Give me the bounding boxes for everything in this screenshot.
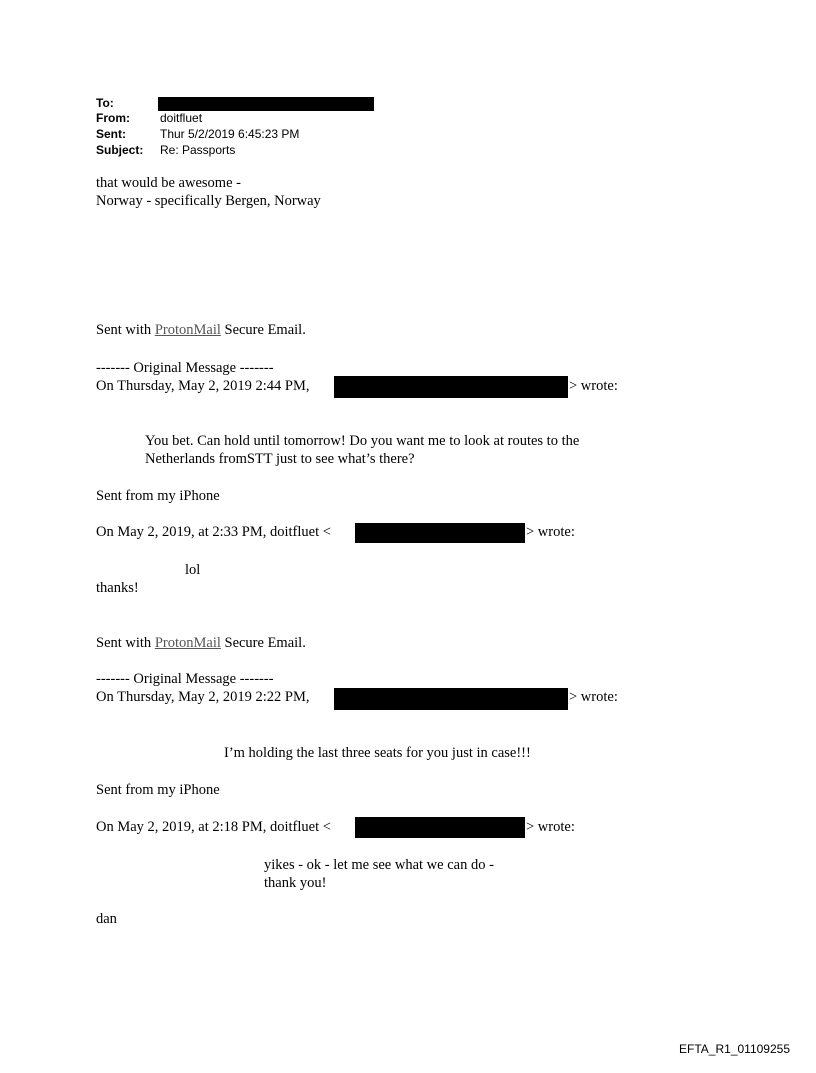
protonmail-link[interactable]: ProtonMail — [154, 322, 221, 338]
quote-on-line-2: On May 2, 2019, at 2:18 PM, doitfluet < — [96, 819, 331, 835]
body-line-2: Norway - specifically Bergen, Norway — [96, 193, 321, 209]
sig-suffix: Secure Email. — [220, 322, 306, 338]
sent-value: Thur 5/2/2019 6:45:23 PM — [160, 127, 300, 141]
sig-suffix: Secure Email. — [220, 635, 306, 651]
yikes-line-1: yikes - ok - let me see what we can do - — [264, 857, 494, 873]
original-wrote-1: > wrote: — [569, 378, 618, 394]
original-message-marker-1: ------- Original Message ------- — [96, 360, 274, 376]
original-wrote-2: > wrote: — [569, 689, 618, 705]
quote-wrote-1: > wrote: — [526, 524, 575, 540]
signature-protonmail-2 — [96, 634, 306, 652]
redacted-email-2 — [355, 817, 525, 838]
reply1-line-2: Netherlands fromSTT just to see what’s there? — [145, 451, 415, 467]
from-label: From: — [96, 111, 130, 125]
signoff-dan: dan — [96, 911, 117, 927]
original-on-line-2: On Thursday, May 2, 2019 2:22 PM, — [96, 689, 310, 705]
redacted-recipient — [158, 97, 374, 111]
reply1-line-1: You bet. Can hold until tomorrow! Do you want me to look at routes to the — [145, 433, 580, 449]
yikes-line-2: thank you! — [264, 875, 327, 891]
sig-prefix: Sent with — [96, 635, 155, 651]
redacted-sender-2 — [334, 688, 568, 710]
quote-on-line-1: On May 2, 2019, at 2:33 PM, doitfluet < — [96, 524, 331, 540]
sig-prefix: Sent with — [96, 322, 155, 338]
redacted-email-1 — [355, 523, 525, 543]
body-line-1: that would be awesome - — [96, 175, 241, 191]
sent-from-iphone-2: Sent from my iPhone — [96, 782, 220, 798]
sent-from-iphone-1: Sent from my iPhone — [96, 488, 220, 504]
original-on-line-1: On Thursday, May 2, 2019 2:44 PM, — [96, 378, 310, 394]
signature-protonmail-1 — [96, 321, 306, 339]
lol-text: lol — [185, 562, 201, 578]
document-id: EFTA_R1_01109255 — [679, 1042, 790, 1056]
quote-wrote-2: > wrote: — [526, 819, 575, 835]
subject-label: Subject: — [96, 143, 144, 157]
to-label: To: — [96, 96, 114, 110]
original-message-marker-2: ------- Original Message ------- — [96, 671, 274, 687]
subject-value: Re: Passports — [160, 143, 236, 157]
holding-seats-text: I’m holding the last three seats for you just in case!!! — [224, 745, 531, 761]
redacted-sender-1 — [334, 376, 568, 398]
sent-label: Sent: — [96, 127, 126, 141]
from-value: doitfluet — [160, 111, 203, 125]
thanks-text: thanks! — [96, 580, 139, 596]
protonmail-link[interactable]: ProtonMail — [154, 635, 221, 651]
